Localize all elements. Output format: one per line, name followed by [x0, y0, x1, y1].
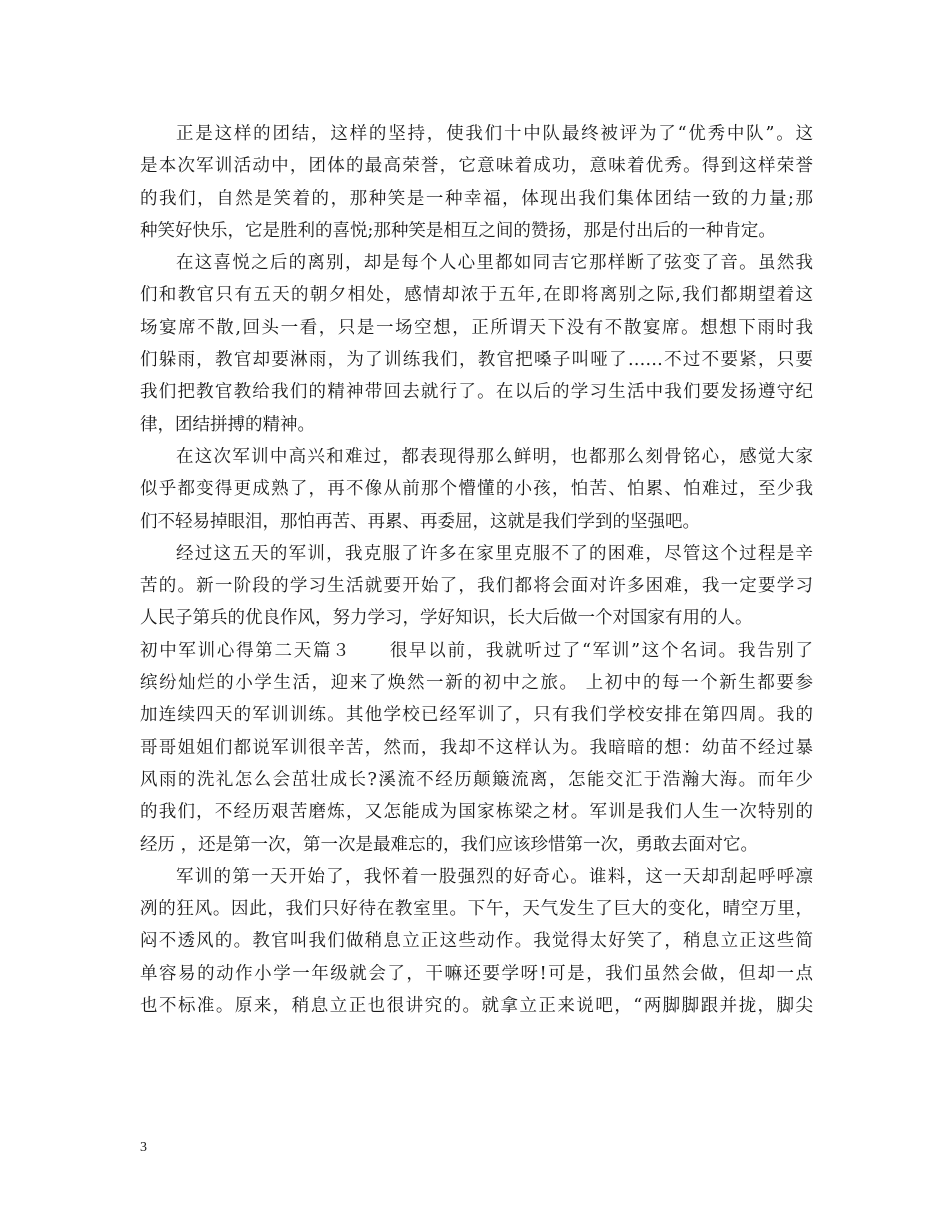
text-line: 冽的狂风。因此，我们只好待在教室里。下午，天气发生了巨大的变化，晴空万里， — [140, 899, 813, 920]
text-line: 苦的。新一阶段的学习生活就要开始了，我们都将会面对许多困难，我一定要学习 — [140, 576, 813, 597]
text-line: 似乎都变得更成熟了，再不像从前那个懵懂的小孩，怕苦、怕累、怕难过，至少我 — [140, 479, 813, 500]
page-number: 3 — [140, 1140, 147, 1155]
text-line: 缤纷灿烂的小学生活，迎来了焕然一新的初中之旅。 上初中的每一个新生都要参 — [140, 673, 813, 694]
text-line: 是本次军训活动中，团体的最高荣誉，它意味着成功，意味着优秀。得到这样荣誉 — [140, 156, 813, 177]
text-line: 单容易的动作小学一年级就会了，干嘛还要学呀!可是，我们虽然会做，但却一点 — [140, 963, 813, 984]
text-line: 的我们，不经历艰苦磨炼，又怎能成为国家栋梁之材。军训是我们人生一次特别的 — [140, 802, 813, 823]
text-line: 人民子第兵的优良作风，努力学习，学好知识，长大后做一个对国家有用的人。 — [140, 608, 753, 629]
text-line: 闷不透风的。教官叫我们做稍息立正这些动作。我觉得太好笑了，稍息立正这些简 — [140, 931, 813, 952]
text-line: 风雨的洗礼怎么会茁壮成长?溪流不经历颠簸流离，怎能交汇于浩瀚大海。而年少 — [140, 769, 813, 790]
text-line: 正是这样的团结，这样的坚持，使我们十中队最终被评为了“优秀中队”。这 — [176, 124, 813, 144]
text-line: 律，团结拼搏的精神。 — [140, 414, 315, 435]
text-line: 哥哥姐姐们都说军训很辛苦，然而，我却不这样认为。我暗暗的想：幼苗不经过暴 — [140, 737, 813, 758]
text-line: 们躲雨，教官却要淋雨，为了训练我们，教官把嗓子叫哑了……不过不要紧，只要 — [140, 350, 813, 371]
text-line: 我们把教官教给我们的精神带回去就行了。在以后的学习生活中我们要发扬遵守纪 — [140, 382, 813, 403]
body-text — [140, 118, 813, 1022]
text-line: 种笑好快乐，它是胜利的喜悦;那种笑是相互之间的赞扬，那是付出后的一种肯定。 — [140, 220, 776, 241]
text-line: 在这喜悦之后的离别，却是每个人心里都如同吉它那样断了弦变了音。虽然我 — [176, 253, 813, 274]
text-line: 也不标准。原来，稍息立正也很讲究的。就拿立正来说吧，“两脚脚跟并拢，脚尖 — [140, 996, 813, 1017]
text-line: 军训的第一天开始了，我怀着一股强烈的好奇心。谁料，这一天却刮起呼呼凛 — [176, 866, 813, 887]
text-line: 场宴席不散,回头一看，只是一场空想，正所谓天下没有不散宴席。想想下雨时我 — [140, 317, 813, 338]
text-line: 初中军训心得第二天篇３ 很早以前，我就听过了“军训”这个名词。我告别了 — [140, 640, 813, 661]
text-line: 在这次军训中高兴和难过，都表现得那么鲜明，也都那么刻骨铭心，感觉大家 — [176, 446, 813, 467]
text-line: 经过这五天的军训，我克服了许多在家里克服不了的困难，尽管这个过程是辛 — [176, 543, 813, 564]
text-line: 加连续四天的军训训练。其他学校已经军训了，只有我们学校安排在第四周。我的 — [140, 705, 813, 726]
text-line: 们和教官只有五天的朝夕相处，感情却浓于五年,在即将离别之际,我们都期望着这 — [140, 285, 813, 306]
text-line: 们不轻易掉眼泪，那怕再苦、再累、再委屈，这就是我们学到的坚强吧。 — [140, 511, 700, 532]
text-line: 经历 ，还是第一次，第一次是最难忘的，我们应该珍惜第一次，勇敢去面对它。 — [140, 834, 759, 855]
text-line: 的我们，自然是笑着的，那种笑是一种幸福，体现出我们集体团结一致的力量;那 — [140, 188, 813, 209]
